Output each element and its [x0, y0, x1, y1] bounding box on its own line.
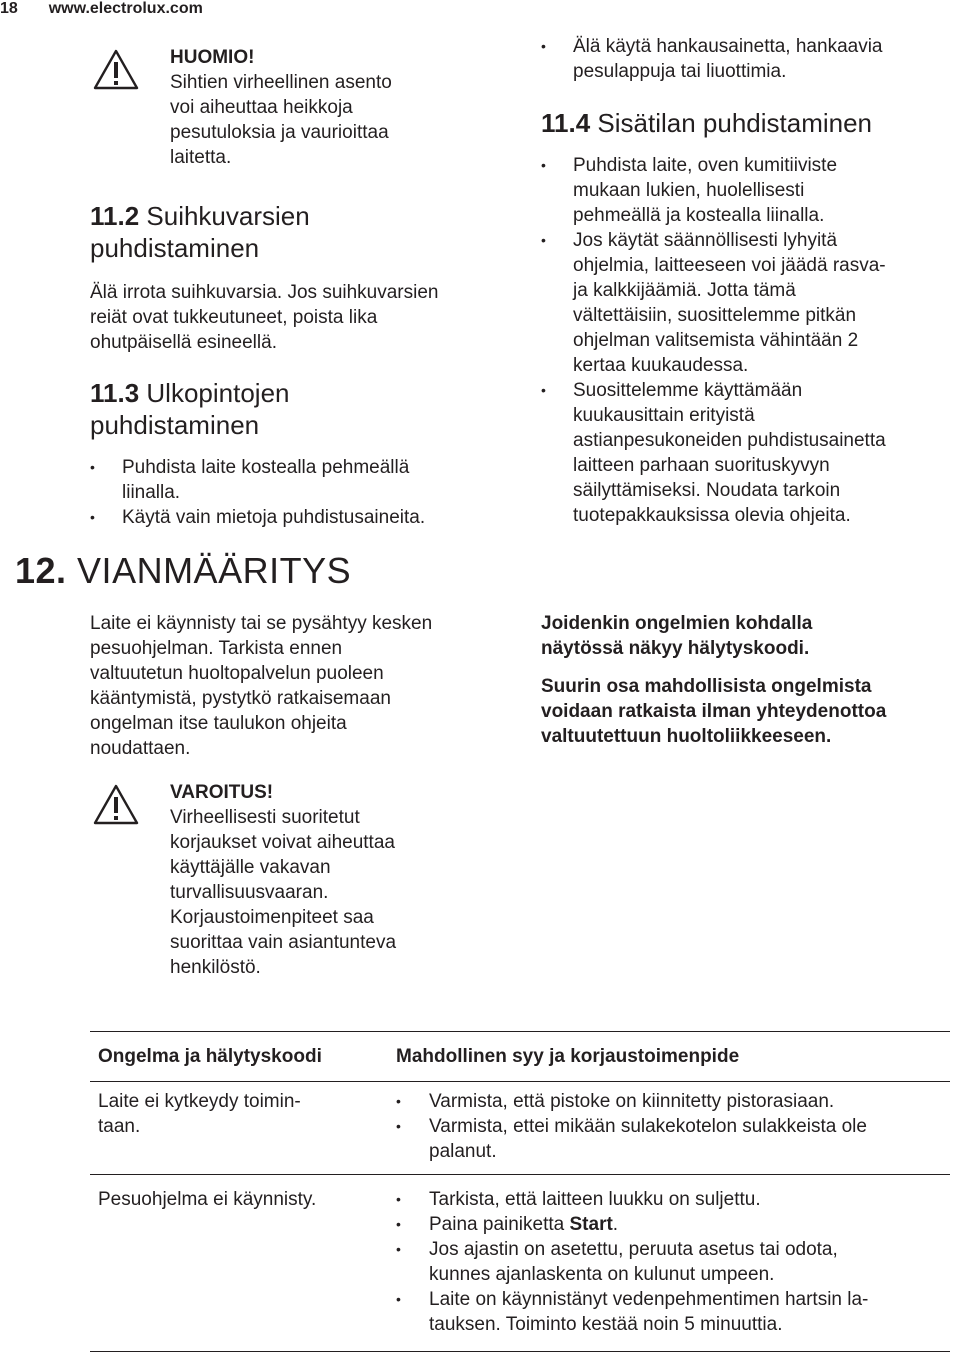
section-11-4-list	[541, 153, 956, 528]
text-line: ja kalkkijäämiä. Jotta tämä	[573, 280, 796, 301]
section-title: puhdistaminen	[90, 233, 260, 263]
text-line: Puhdista laite kostealla pehmeällä	[122, 457, 410, 478]
text-line: Laite ei kytkeydy toimin-	[98, 1091, 301, 1112]
list-item	[90, 505, 520, 530]
chapter-title: VIANMÄÄRITYS	[66, 550, 352, 591]
text-line: Varmista, että pistoke on kiinnitetty pistorasiaan.	[429, 1091, 835, 1112]
text-line: kunnes ajanlaskenta on kulunut umpeen.	[429, 1264, 775, 1285]
text-line: Laite ei käynnisty tai se pysähtyy kesken	[90, 613, 433, 634]
section-11-2-text	[90, 280, 530, 355]
section-11-3-heading	[90, 377, 289, 441]
text-line: säilyttämiseksi. Noudata tarkoin	[573, 480, 841, 501]
problem-cell	[90, 1082, 396, 1175]
list-item	[541, 228, 956, 378]
section-number: 11.2	[90, 201, 140, 231]
text-line: kuukausittain erityistä	[573, 405, 755, 426]
warning-note	[170, 780, 470, 980]
list-item	[541, 153, 956, 228]
text-line: taan.	[98, 1116, 141, 1137]
table-header-row	[90, 1032, 950, 1082]
section-11-3-list	[90, 455, 520, 530]
text-line: pehmeällä ja kostealla liinalla.	[573, 205, 825, 226]
page-header	[0, 0, 203, 18]
text-line: kertaa kuukaudessa.	[573, 355, 749, 376]
text-line: Suurin osa mahdollisista ongelmista	[541, 676, 872, 697]
text-line: näytössä näkyy hälytyskoodi.	[541, 638, 810, 659]
warning-triangle-icon	[92, 783, 140, 827]
text-line: Paina painiketta	[429, 1214, 570, 1235]
caution-line: laitetta.	[170, 147, 232, 168]
list-item	[396, 1089, 950, 1114]
alarm-code-note	[541, 611, 956, 661]
text-line: turvallisuusvaaran.	[170, 882, 329, 903]
caution-line: voi aiheuttaa heikkoja	[170, 97, 353, 118]
text-line: astianpesukoneiden puhdistusainetta	[573, 430, 886, 451]
chapter-number: 12.	[15, 550, 67, 591]
text-line: ohjelmia, laitteeseen voi jäädä rasva-	[573, 255, 886, 276]
text-line: noudattaen.	[90, 738, 191, 759]
self-help-note	[541, 674, 956, 749]
text-line: valtuutettuun huoltoliikkeeseen.	[541, 726, 832, 747]
column-header-remedy: Mahdollinen syy ja korjaustoimenpide	[396, 1032, 950, 1082]
text-line: kääntymistä, pystytkö ratkaisemaan	[90, 688, 391, 709]
text-line: vältettäisiin, suosittelemme pitkän	[573, 305, 857, 326]
section-title: Ulkopintojen	[139, 378, 290, 408]
list-item	[396, 1287, 950, 1337]
chapter-12-heading	[15, 551, 351, 591]
text-line: laitteen parhaan suorituskyvyn	[573, 455, 830, 476]
list-item	[396, 1237, 950, 1287]
text-line: henkilöstö.	[170, 957, 261, 978]
text-line: korjaukset voivat aiheuttaa	[170, 832, 395, 853]
list-item	[541, 34, 956, 84]
remedy-cell	[396, 1175, 950, 1352]
text-line: ohjelman valitsemista vähintään 2	[573, 330, 859, 351]
text-line: Tarkista, että laitteen luukku on suljettu.	[429, 1189, 761, 1210]
text-line: Suosittelemme käyttämään	[573, 380, 803, 401]
caution-note	[170, 45, 470, 170]
warning-triangle-icon	[92, 48, 140, 92]
text-line: Laite on käynnistänyt vedenpehmentimen hartsin la-	[429, 1289, 869, 1310]
text-line: Älä irrota suihkuvarsia. Jos suihkuvarsien	[90, 282, 439, 303]
text-line: pesulappuja tai liuottimia.	[573, 61, 787, 82]
caution-line: Sihtien virheellinen asento	[170, 72, 392, 93]
chapter-12-intro	[90, 611, 530, 761]
text-line: käyttäjälle vakavan	[170, 857, 331, 878]
text-line: .	[612, 1214, 619, 1235]
table-row	[90, 1175, 950, 1352]
section-11-2-heading	[90, 200, 310, 264]
text-line: pesuohjelman. Tarkista ennen	[90, 638, 343, 659]
text-line: mukaan lukien, huolellisesti	[573, 180, 805, 201]
section-number: 11.3	[90, 378, 140, 408]
text-line: Jos käytät säännöllisesti lyhyitä	[573, 230, 838, 251]
list-item	[396, 1212, 950, 1237]
warning-title: VAROITUS!	[170, 782, 274, 803]
column-header-problem: Ongelma ja hälytyskoodi	[90, 1032, 396, 1082]
list-item	[90, 455, 520, 505]
remedy-cell	[396, 1082, 950, 1175]
troubleshooting-table	[90, 1031, 950, 1352]
text-line: Korjaustoimenpiteet saa	[170, 907, 374, 928]
text-line: Pesuohjelma ei käynnisty.	[98, 1189, 317, 1210]
section-number: 11.4	[541, 108, 591, 138]
text-line: Virheellisesti suoritetut	[170, 807, 360, 828]
text-line: ohutpäisellä esineellä.	[90, 332, 277, 353]
text-line: Jos ajastin on asetettu, peruuta asetus tai odota,	[429, 1239, 838, 1260]
text-line: valtuutetun huoltopalvelun puoleen	[90, 663, 384, 684]
text-line: suorittaa vain asiantunteva	[170, 932, 397, 953]
list-item	[541, 378, 956, 528]
text-line: Älä käytä hankausainetta, hankaavia	[573, 36, 883, 57]
section-title: Suihkuvarsien	[139, 201, 310, 231]
problem-cell	[90, 1175, 396, 1352]
text-line: Puhdista laite, oven kumitiiviste	[573, 155, 838, 176]
text-line: Joidenkin ongelmien kohdalla	[541, 613, 813, 634]
text-line: palanut.	[429, 1141, 497, 1162]
text-line: liinalla.	[122, 482, 181, 503]
list-item	[396, 1114, 950, 1164]
text-line: voidaan ratkaista ilman yhteydenottoa	[541, 701, 887, 722]
caution-line: pesutuloksia ja vaurioittaa	[170, 122, 389, 143]
section-title: puhdistaminen	[90, 410, 260, 440]
site-url: www.electrolux.com	[48, 0, 203, 17]
cleaning-warning-list	[541, 34, 956, 84]
text-line: Käytä vain mietoja puhdistusaineita.	[122, 507, 426, 528]
text-line: tuotepakkauksissa olevia ohjeita.	[573, 505, 851, 526]
section-title: Sisätilan puhdistaminen	[590, 108, 873, 138]
caution-title: HUOMIO!	[170, 47, 255, 68]
text-line: ongelman itse taulukon ohjeita	[90, 713, 347, 734]
table-row	[90, 1082, 950, 1175]
text-line: reiät ovat tukkeutuneet, poista lika	[90, 307, 378, 328]
text-line: tauksen. Toiminto kestää noin 5 minuuttia.	[429, 1314, 783, 1335]
list-item	[396, 1187, 950, 1212]
section-11-4-heading	[541, 107, 872, 139]
page-number: 18	[0, 0, 18, 17]
start-button-name: Start	[569, 1214, 613, 1235]
text-line: Varmista, ettei mikään sulakekotelon sulakkeista ole	[429, 1116, 867, 1137]
